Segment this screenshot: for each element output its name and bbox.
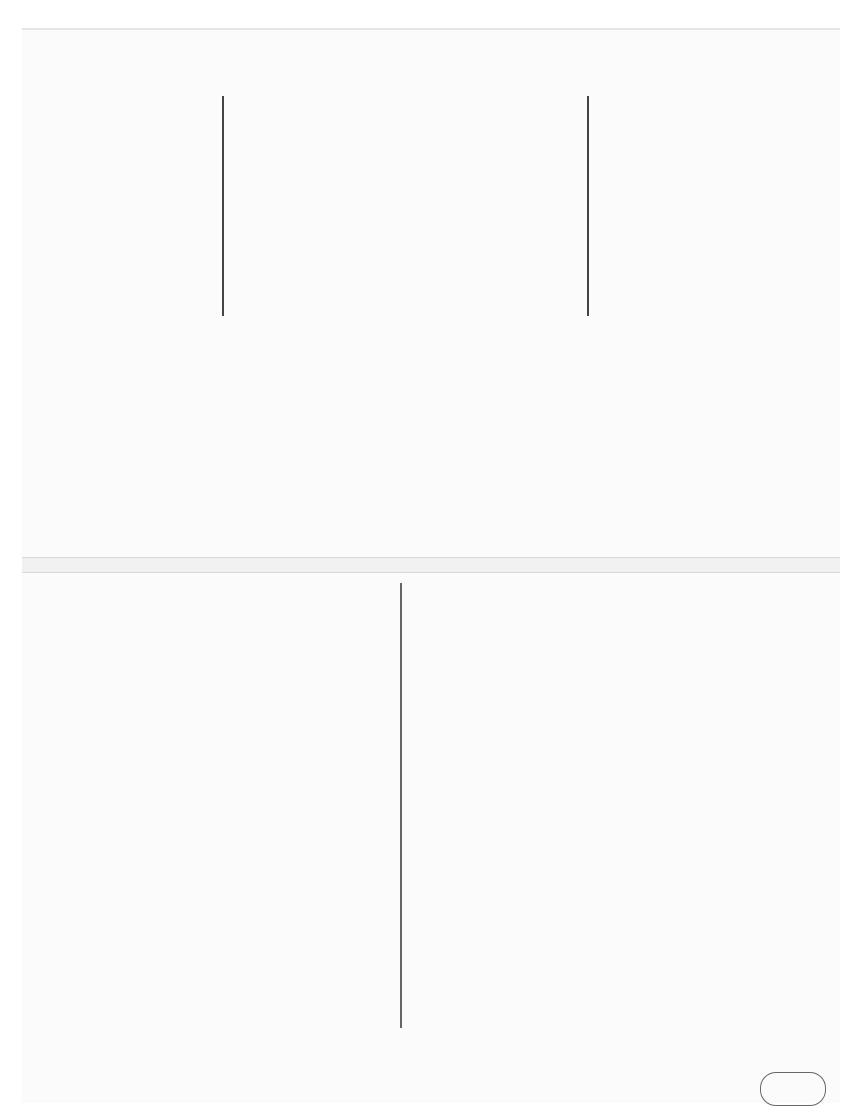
page-number bbox=[760, 1072, 826, 1106]
divider-top-2 bbox=[587, 96, 589, 316]
divider-top-1 bbox=[222, 96, 224, 316]
page-edge bbox=[22, 28, 840, 30]
divider-bottom bbox=[400, 583, 402, 1028]
task-heading bbox=[74, 520, 88, 540]
photo-seam bbox=[22, 557, 840, 573]
